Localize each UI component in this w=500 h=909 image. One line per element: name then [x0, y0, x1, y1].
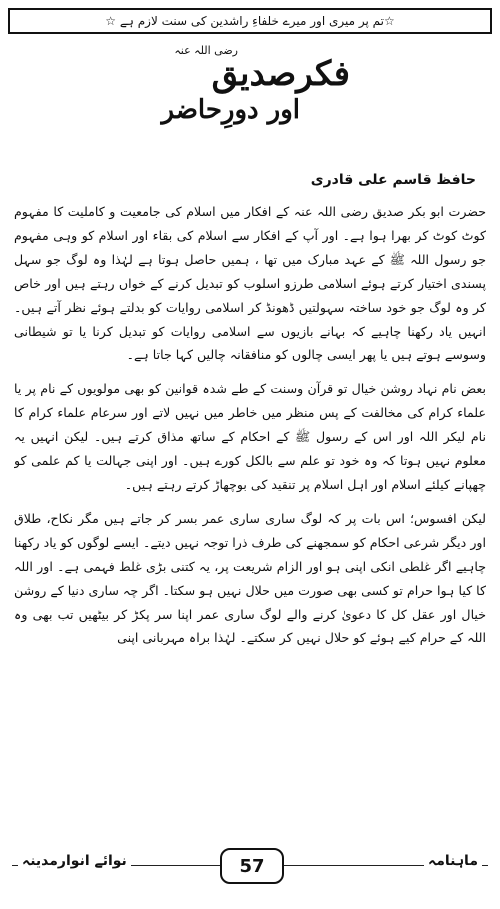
- paragraph-1: حضرت ابو بکر صدیق رضی اللہ عنہ کے افکار میں اسلام کی جامعیت و کاملیت کا مفہوم کوٹ کوٹ کر بھرا ہوا ہے۔ اور آپ کے افکار سے اسلام کی بقاء اور اسلام کو وہی مفہوم جو رسول اللہ ﷺ کے عہد مبارک میں تھا ، ہمیں حاصل ہوتا ہے لہٰذا وہ لوگ جو سہل پسندی اختیار کرتے ہوئے اسلامی طرزو اسلوب کو تبدیل کرنے کے خواں رہتے ہیں اور خاص کر وہ لوگ جو خود ساختہ سہولتیں ڈھونڈ کر اسلامی روایات کو بدلتے ہوئے نظر آتے ہیں۔ انہیں یاد رکھنا چاہیے کہ بہانے بازیوں سے اسلامی روایات کو تبدیل کرنا یا تو شیطانی وسوسے ہوتے ہیں یا پھر ایسی چالوں کو منافقانہ چالیں کہا جاتا ہے۔: [14, 204, 486, 363]
- paragraph-3: لیکن افسوس؛ اس بات پر کہ لوگ ساری ساری عمر بسر کر جاتے ہیں مگر نکاح، طلاق اور دیگر شرعی احکام کو سمجھنے کی طرف ذرا توجہ نہیں دیتے۔ ایسے لوگوں کو یاد رکھنا چاہیے اگر غلطی انکی اپنی ہو اور الزام شریعت پر، یہ کتنی بڑی غلط فہمی ہے۔ اور اللہ کا کیا ہوا حرام تو کسی بھی صورت میں حلال نہیں ہو سکتا۔ اگر چہ ساری دنیا کے روشن خیال اور عقل کل کا دعویٰ کرنے والے لوگ ساری عمر اپنا سر پکڑ کر بیٹھیں تب بھی وہ اللہ کے حرام کیے ہوئے کو حلال نہیں کر سکتے۔ لہٰذا براہ مہربانی اپنی: [14, 510, 486, 646]
- title-main: فکرصدیق: [211, 54, 350, 94]
- page-number-badge: [220, 848, 284, 884]
- paragraph-2: بعض نام نہاد روشن خیال تو قرآن وسنت کے طے شدہ قوانین کو بھی مولویوں کے نام پر یا علماء کرام کی مخالفت کے پس منظر میں خاطر میں نہیں لاتے اور سرعام علماء کرام کا نام لیکر اللہ اور اس کے رسول ﷺ کے احکام کے ساتھ مذاق کرتے ہیں۔ لیکن انہیں یہ معلوم نہیں ہوتا کہ وہ خود تو علم سے بالکل کورے ہیں۔ اور اپنی جہالت یا کم علمی کو چھپانے کیلئے اسلام اور اہل اسلام پر تنقید کی بوچھاڑ کرتے رہتے ہیں۔: [14, 381, 486, 492]
- page-footer: [0, 845, 500, 889]
- page-number: 57: [239, 855, 265, 877]
- hadith-banner-text: ☆تم پر میری اور میرے خلفاءِ راشدین کی سنت لازم ہے ☆: [105, 14, 395, 28]
- magazine-name: نوائے انوارمدینہ: [18, 853, 131, 869]
- title-subtitle: اور دورِحاضر: [161, 95, 300, 125]
- author-name: حافظ قاسم علی قادری: [310, 172, 476, 188]
- article-body: [14, 200, 486, 832]
- hadith-banner: [8, 8, 492, 34]
- magazine-label: ماہنامہ: [424, 853, 482, 869]
- article-title: [0, 44, 500, 128]
- title-honorific: رضی اللہ عنہ: [174, 44, 238, 57]
